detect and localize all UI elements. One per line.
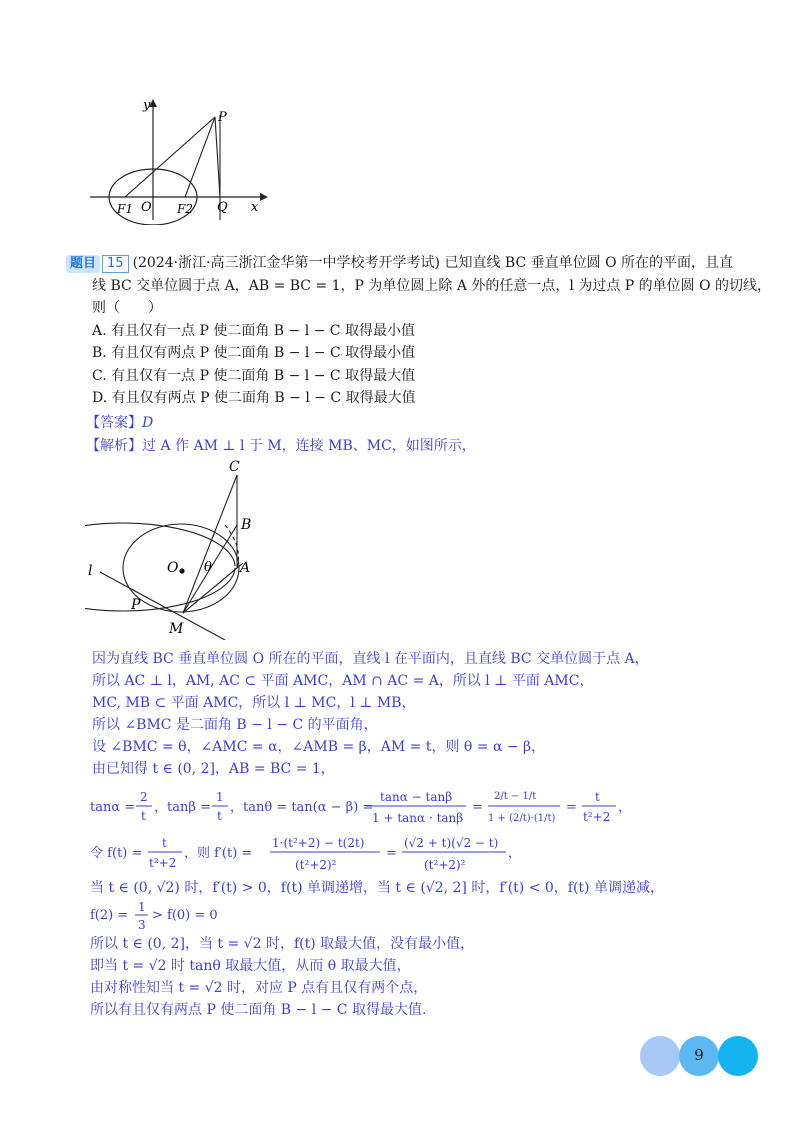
fig2-label-theta: θ [204,560,212,575]
end-line-3: 由对称性知当 t = √2 时，对应 P 点有且仅有两个点， [90,980,428,996]
option-a: A. 有且仅有一点 P 使二面角 B − l − C 取得最小值 [92,323,415,339]
tan-alpha-label: tanα = [90,800,136,815]
lf-den: t²+2 [149,856,177,870]
tt-num: tanα − tanβ [380,790,453,804]
f1-den: 1 + (2/t)·(1/t) [488,813,556,824]
problem-line-2: 线 BC 交单位圆于点 A，AB = BC = 1，P 为单位圆上除 A 外的任意一点，l 为过点 P 的单位圆 O 的切线， [92,278,772,294]
fig2-label-o: O [167,560,179,576]
fp-num: 1·(t²+2) − t(2t) [272,836,365,850]
eq-1: = [472,800,483,815]
let-f-label: 令 f(t) = [90,846,143,861]
tan-beta-label: ，tanβ = [154,800,211,815]
fig1-label-x: x [251,200,259,215]
tan-theta-label: ，tanθ = tan(α − β) = [230,800,374,815]
problem-badge: 题目 [66,255,100,273]
fig1-label-q: Q [217,200,228,215]
problem-text-1: (2024·浙江·高三浙江金华第一中学校考开学考试) 已知直线 BC 垂直单位圆 O 所在的平面，且直 [132,255,734,271]
fig2-label-l: l [88,563,93,579]
f2-pre: f(2) = [90,908,129,923]
end-line-1: 所以 t ∈ (0, 2]，当 t = √2 时，f(t) 取最大值，没有最小值， [90,936,475,952]
tt-den: 1 + tanα · tanβ [372,811,464,825]
comma-2: ， [508,846,522,861]
page-circle-left [640,1036,680,1076]
fig1-label-f2: F2 [177,202,193,216]
problem-line-3: 则（ ） [92,300,162,316]
option-b: B. 有且仅有两点 P 使二面角 B − l − C 取得最小值 [92,345,416,361]
solution-line-5: 设 ∠BMC = θ，∠AMC = α，∠AMB = β，AM = t，则 θ = α − β， [92,739,546,755]
tan-alpha-den: t [141,809,146,823]
fig2-label-m: M [169,621,184,637]
end-line-4: 所以有且仅有两点 P 使二面角 B − l − C 取得最大值. [90,1002,427,1018]
analysis-line [86,436,476,456]
option-d: D. 有且仅有两点 P 使二面角 B − l − C 取得最大值 [92,390,416,406]
eq-3: = [386,846,397,861]
option-c: C. 有且仅有一点 P 使二面角 B − l − C 取得最大值 [92,368,416,384]
solution-line-4: 所以 ∠BMC 是二面角 B − l − C 的平面角， [92,717,378,733]
f2v-den: 3 [138,918,146,932]
tan-alpha-num: 2 [140,790,148,804]
then-fp-label: ，则 f′(t) = [184,846,253,861]
page-circle-right [718,1036,758,1076]
figure-ellipse [85,95,275,225]
problem-number: 15 [102,255,129,273]
fp2-den: (t²+2)² [424,858,466,872]
analysis-label: 【解析】 [86,438,142,454]
analysis-text: 过 A 作 AM ⊥ l 于 M，连接 MB、MC，如图所示， [142,438,476,454]
eq-2: = [566,800,577,815]
page-number: 9 [694,1046,704,1064]
fig2-label-c: C [229,459,240,475]
fig1-label-y: y [143,98,151,113]
figure-3d-circle [85,455,285,640]
solution-line-3: MC, MB ⊂ 平面 AMC，所以 l ⊥ MC，l ⊥ MB， [92,695,416,711]
fig2-label-b: B [241,517,252,533]
fig2-label-a: A [240,560,251,576]
end-line-2: 即当 t = √2 时 tanθ 取最大值，从而 θ 取最大值， [90,958,411,974]
f2-den: t²+2 [583,810,611,824]
fig1-label-p: P [218,110,227,125]
answer-label: 【答案】 [86,415,142,431]
derivative-formula [90,833,650,879]
problem-line-1 [66,253,733,273]
tan-beta-den: t [217,809,222,823]
fig1-label-o: O [141,200,152,215]
fig1-label-f1: F1 [117,202,133,216]
fp-den: (t²+2)² [295,858,337,872]
fp2-num: (√2 + t)(√2 − t) [404,836,499,850]
f2-formula [90,899,290,939]
solution-line-1: 因为直线 BC 垂直单位圆 O 所在的平面，直线 l 在平面内，且直线 BC 交单位圆于点 A， [92,651,649,667]
tan-formula [90,785,710,831]
f2v-num: 1 [138,900,146,914]
solution-line-6: 由已知得 t ∈ (0, 2]，AB = BC = 1， [92,761,335,777]
answer-value: D [142,415,154,431]
monotonic-line: 当 t ∈ (0, √2) 时，f′(t) > 0，f(t) 单调递增，当 t ∈ (√2, 2] 时，f′(t) < 0，f(t) 单调递减， [90,880,664,896]
f2-post: > f(0) = 0 [152,908,218,923]
f1-num: 2/t − 1/t [494,791,537,802]
lf-num: t [162,836,167,850]
solution-line-2: 所以 AC ⊥ l，AM, AC ⊂ 平面 AMC，AM ∩ AC = A，所以 l ⊥ 平面 AMC， [92,673,594,689]
f2-num: t [595,790,600,804]
fig2-label-p: P [131,597,141,613]
tan-beta-num: 1 [216,790,224,804]
comma-1: ， [618,800,632,815]
answer-line [86,413,153,433]
